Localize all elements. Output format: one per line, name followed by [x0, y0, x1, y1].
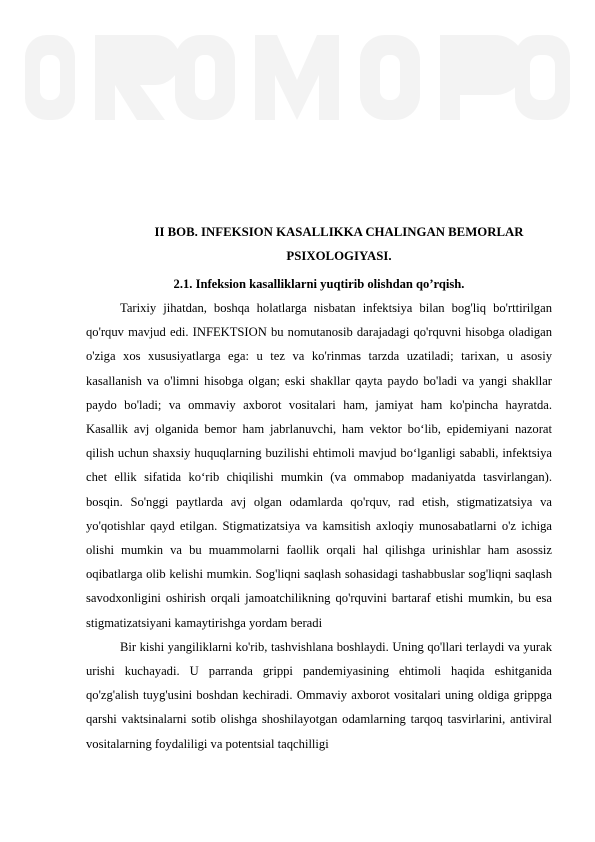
paragraph-1: Tarixiy jihatdan, boshqa holatlarga nisbatan infektsiya bilan bog'liq bo'rttirilgan qo'rquv mavjud edi. INFEKTSION bu nomutanosib darajadagi qo'rquvni hisobga oladigan o'ziga xos xususiyatlarga ega: u tez va ko'rinmas tarzda uzatiladi; tarixan, u asosiy kasallanish va o'limni hisobga olgan; eski shakllar qayta paydo bo'ladi va yangi shakllar paydo bo'ladi; va ommaviy axborot vositalari ham, jamiyat ham ko'pincha hayratda. Kasallik avj olganida bemor ham jabrlanuvchi, ham vektor bo‘lib, epidemiyani nazorat qilish uchun shaxsiy huquqlarning buzilishi ehtimoli mavjud bo‘lganligi sababli, infektsiya chet ellik sifatida ko‘rib chiqilishi mumkin (va ommabop madaniyatda tasvirlangan). bosqin. So'nggi paytlarda avj olgan odamlarda qo'rquv, rad etish, stigmatizatsiya va yo'qotishlar qayd etilgan. Stigmatizatsiya va kamsitish axloqiy munosabatlarni o'z ichiga olishi mumkin va bu muammolarni faollik orqali hal qilishga urinishlar ham asossiz oqibatlarga olib kelishi mumkin. Sog'liqni saqlash sohasidagi tashabbuslar sog'liqni saqlash savodxonligini oshirish orqali jamoatchilikning qo'rquvini bartaraf etishi mumkin, bu esa stigmatizatsiyani kamaytirishga yordam beradi — [86, 301, 552, 630]
section-title: 2.1. Infeksion kasalliklarni yuqtirib olishdan qo’rqish. — [173, 277, 465, 291]
paragraph-2: Bir kishi yangiliklarni ko'rib, tashvishlana boshlaydi. Uning qo'llari terlaydi va yurak urishi kuchayadi. U parranda grippi pandemiyasining ehtimoli haqida eshitganida qo'zg'alish tuyg'usini boshdan kechiradi. Ommaviy axborot vositalari uning oldiga grippga qarshi vaktsinalarni sotib olishga shoshilayotgan odamlarning tarqoq tasvirlarini, antiviral vositalarning foydaliligi va potentsial taqchilligi — [86, 639, 552, 751]
chapter-title: II BOB. INFEKSION KASALLIKKA CHALINGAN BEMORLAR PSIXOLOGIYASI. — [154, 225, 524, 263]
document-body — [86, 220, 552, 756]
